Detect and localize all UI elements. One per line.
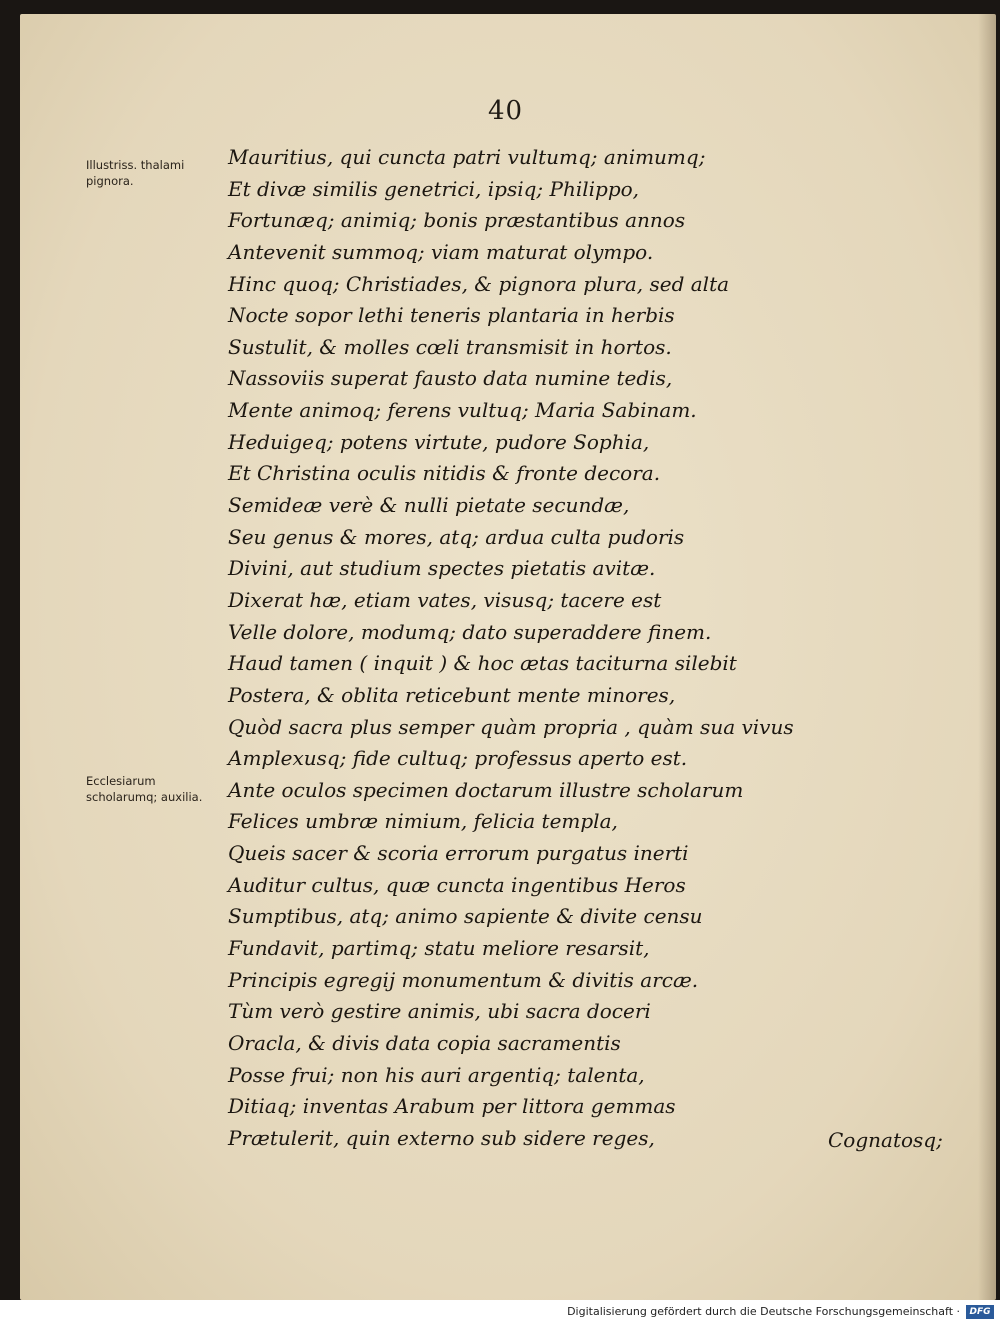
verse-line: Divini, aut studium spectes pietatis avitæ. xyxy=(228,556,656,581)
margin-note: Illustriss. thalami pignora. xyxy=(86,158,185,188)
verse-line: Velle dolore, modumq; dato superaddere finem. xyxy=(228,619,712,644)
verse-line: Antevenit summoq; viam maturat olympo. xyxy=(228,239,654,264)
verse-line: Quòd sacra plus semper quàm propria , quàm sua vivus xyxy=(228,714,794,739)
verse-line: Felices umbræ nimium, felicia templa, xyxy=(228,809,618,834)
verse-line: Nocte sopor lethi teneris plantaria in herbis xyxy=(228,303,675,328)
verse-line: Ditiaq; inventas Arabum per littora gemmas xyxy=(228,1094,676,1119)
catchword: Cognatosq; xyxy=(828,1128,943,1152)
verse-line: Dixerat hæ, etiam vates, visusq; tacere est xyxy=(228,587,662,612)
verse-line: Mauritius, qui cuncta patri vultumq; animumq; xyxy=(228,145,706,169)
verse-line: Queis sacer & scoria errorum purgatus inerti xyxy=(228,841,689,866)
margin-note: Ecclesiarum scholarumq; auxilia. xyxy=(86,774,203,804)
verse-list xyxy=(228,142,794,1155)
verse-line: Fortunæq; animiq; bonis præstantibus annos xyxy=(228,208,686,233)
footer-credit: Digitalisierung gefördert durch die Deutsche Forschungsgemeinschaft · xyxy=(567,1305,960,1318)
verse-line: Sustulit, & molles cœli transmisit in hortos. xyxy=(228,334,672,359)
verse-line: Sumptibus, atq; animo sapiente & divite censu xyxy=(228,904,703,929)
verse-line: Seu genus & mores, atq; ardua culta pudoris xyxy=(228,524,685,549)
verse-line: Prætulerit, quin externo sub sidere reges, xyxy=(228,1125,655,1150)
verse-line: Postera, & oblita reticebunt mente minores, xyxy=(228,682,676,707)
verse-line: Principis egregij monumentum & divitis arcæ. xyxy=(228,967,699,992)
verse-line: Hinc quoq; Christiades, & pignora plura, sed alta xyxy=(228,271,730,296)
dfg-logo: DFG xyxy=(966,1305,994,1319)
verse-line: Et Christina oculis nitidis & fronte decora. xyxy=(228,461,661,486)
verse-line: Mente animoq; ferens vultuq; Maria Sabinam. xyxy=(228,398,697,423)
verse-line: Et divæ similis genetrici, ipsiq; Philippo, xyxy=(228,176,640,201)
verse-line: Oracla, & divis data copia sacramentis xyxy=(228,1030,621,1055)
verse-line: Heduigeq; potens virtute, pudore Sophia, xyxy=(228,429,650,454)
page-edge-shadow xyxy=(978,14,996,1300)
verse-line: Semideæ verè & nulli pietate secundæ, xyxy=(228,493,630,518)
verse-line: Fundavit, partimq; statu meliore resarsit, xyxy=(228,936,650,961)
verse-line: Posse frui; non his auri argentiq; talenta, xyxy=(228,1062,645,1087)
footer-bar xyxy=(0,1300,1000,1323)
verse-line: Nassoviis superat fausto data numine tedis, xyxy=(228,366,673,391)
verse-line: Haud tamen ( inquit ) & hoc ætas taciturna silebit xyxy=(228,651,737,676)
verse-line: Amplexusq; fide cultuq; professus aperto est. xyxy=(228,746,688,771)
page-number: 40 xyxy=(488,96,524,126)
verse-line: Ante oculos specimen doctarum illustre scholarum xyxy=(228,777,744,802)
verse-line: Auditur cultus, quæ cuncta ingentibus Heros xyxy=(228,872,686,897)
verse-line: Tùm verò gestire animis, ubi sacra doceri xyxy=(228,999,651,1024)
